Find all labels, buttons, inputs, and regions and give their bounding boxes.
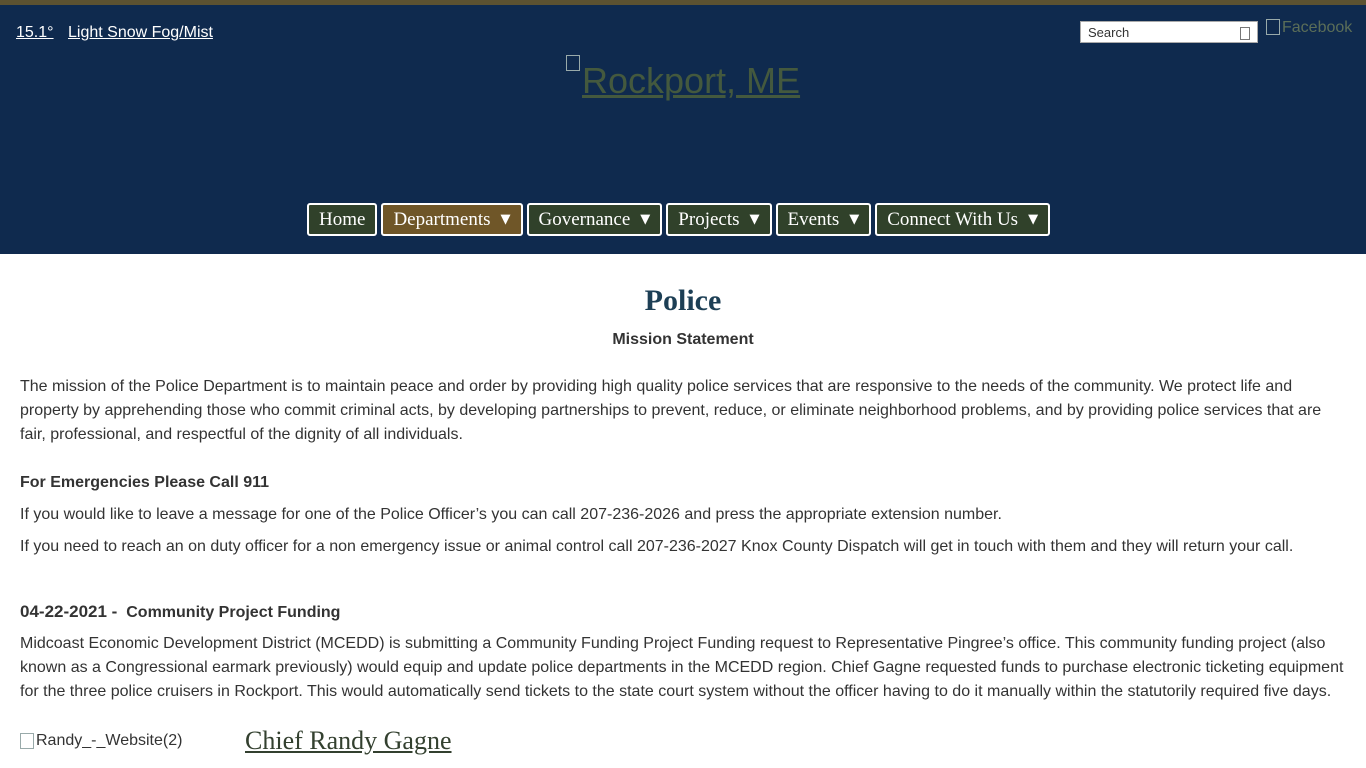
logo-alt-link[interactable]: Rockport, ME [582,60,801,101]
chevron-down-icon: ▼ [500,212,511,227]
broken-image-icon [566,55,580,71]
nav-departments[interactable] [381,203,522,236]
chief-photo [20,732,182,750]
news-title: Community Project Funding [126,604,341,621]
nav-connect-with-us[interactable] [875,203,1050,236]
nav-projects-label: Projects [678,208,740,230]
search-input[interactable] [1081,22,1245,42]
mission-text: The mission of the Police Department is to maintain peace and order by providing high quality police services that are responsive to the needs of the community. We protect life and property by apprehending those who commit criminal acts, by developing partnerships to prevent, reduce, or eliminate neighborhood problems, and by providing police services that are fair, professional, and respectful of the dignity of all individuals. [20,378,1322,443]
chevron-down-icon: ▼ [1028,212,1039,227]
main-nav [307,203,1050,236]
site-logo[interactable] [566,55,800,102]
nav-events-label: Events [787,208,840,230]
message-text: If you would like to leave a message for one of the Police Officer’s you can call 207-236-2026 and press the appropriate extension number. [20,506,1002,523]
chevron-down-icon: ▼ [640,212,651,227]
emergency-heading: For Emergencies Please Call 911 [20,474,270,491]
search-icon[interactable] [1240,27,1250,40]
chief-photo-alt: Randy_-_Website(2) [36,732,183,749]
weather-temperature-link[interactable]: 15.1° [16,24,54,41]
facebook-alt-text: Facebook [1282,19,1353,36]
site-header [0,5,1366,254]
nav-governance-label: Governance [538,208,631,230]
chevron-down-icon: ▼ [749,212,760,227]
mission-heading: Mission Statement [612,331,754,348]
weather-condition-link[interactable]: Light Snow Fog/Mist [68,24,213,41]
chevron-down-icon: ▼ [849,212,860,227]
nav-home[interactable] [307,203,377,236]
nav-events[interactable] [776,203,872,236]
search-box [1080,21,1258,43]
nav-governance[interactable] [527,203,663,236]
news-date: 04-22-2021 - [20,602,118,621]
broken-image-icon [20,733,34,749]
nav-projects[interactable] [666,203,771,236]
dispatch-text: If you need to reach an on duty officer for a non emergency issue or animal control call 207-236-2027 Knox County Dispatch will get in touch with them and they will return your call. [20,538,1294,555]
chief-name-link[interactable]: Chief Randy Gagne [245,726,452,755]
weather-widget [16,24,213,42]
broken-image-icon [1266,19,1280,35]
page-title: Police [644,284,722,317]
news-heading [20,600,340,625]
nav-connect-label: Connect With Us [887,208,1019,230]
news-text: Midcoast Economic Development District (MCEDD) is submitting a Community Funding Project Funding request to Representative Pingree’s office. This community funding project (also known as a Congressional earmark previously) would equip and update police departments in the MCEDD region. Chief Gagne requested funds to purchase electronic ticketing equipment for the three police cruisers in Rockport. This would automatically send tickets to the state court system without the officer having to do it manually within the statutorily required five days. [20,635,1344,700]
facebook-link[interactable] [1266,19,1352,37]
nav-departments-label: Departments [393,208,491,230]
nav-home-label: Home [319,208,366,230]
